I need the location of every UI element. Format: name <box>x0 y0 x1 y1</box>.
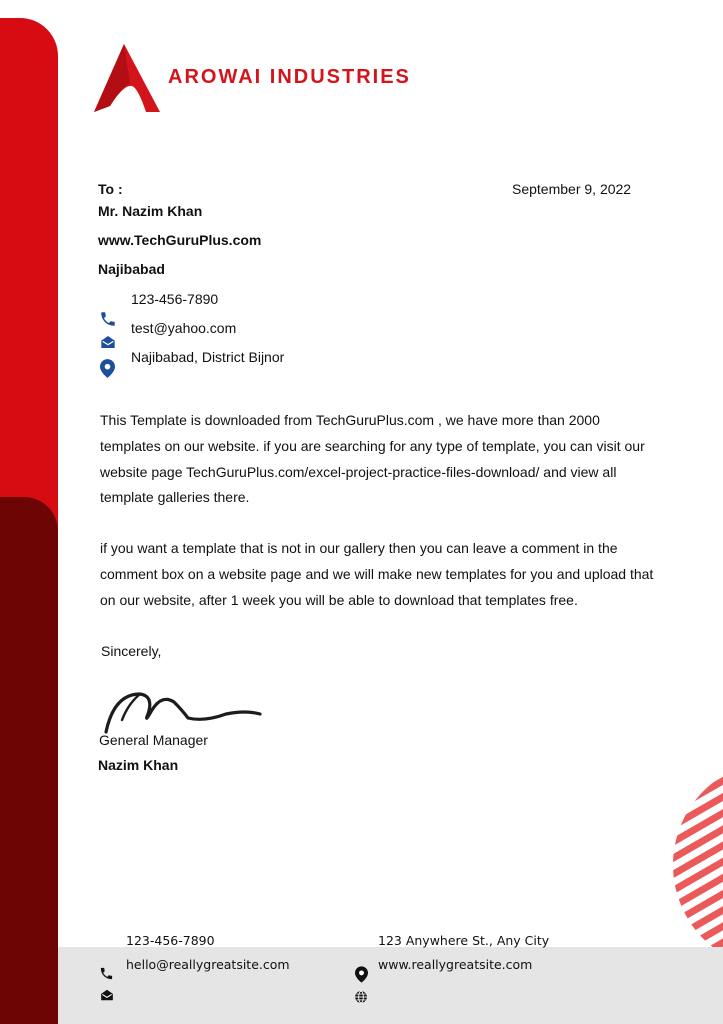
footer-location-pin-icon <box>355 966 368 983</box>
left-dark-red-bar <box>0 497 58 1024</box>
recipient-name: Mr. Nazim Khan <box>98 203 203 219</box>
signer-name: Nazim Khan <box>98 757 179 773</box>
recipient-city: Najibabad <box>98 261 165 277</box>
closing: Sincerely, <box>101 643 162 659</box>
arowai-logo-icon <box>94 44 162 114</box>
letter-date: September 9, 2022 <box>512 181 632 197</box>
footer-address: 123 Anywhere St., Any City <box>378 933 550 948</box>
contact-phone: 123-456-7890 <box>131 291 219 307</box>
striped-circle-decoration <box>668 760 723 970</box>
footer-globe-icon <box>354 990 368 1004</box>
signer-title: General Manager <box>99 732 208 748</box>
contact-email: test@yahoo.com <box>131 320 237 336</box>
to-label: To : <box>98 181 123 197</box>
footer-phone: 123-456-7890 <box>126 933 215 948</box>
location-pin-icon <box>100 359 115 378</box>
footer-envelope-icon <box>100 988 114 1002</box>
recipient-website: www.TechGuruPlus.com <box>98 232 262 248</box>
body-paragraph-1: This Template is downloaded from TechGuruPlus.com , we have more than 2000 templates on our website. if you are searching for any type of template, you can visit our website page TechGuruPlus.com/excel-project-practice-files-download/ and view all template galleries there. <box>100 412 645 506</box>
brand-name: AROWAI INDUSTRIES <box>168 66 411 88</box>
footer-website: www.reallygreatsite.com <box>378 957 533 972</box>
contact-address: Najibabad, District Bijnor <box>131 349 285 365</box>
phone-icon <box>99 310 117 328</box>
footer-phone-icon <box>99 966 114 981</box>
footer-email: hello@reallygreatsite.com <box>126 957 290 972</box>
body-paragraph-2: if you want a template that is not in our gallery then you can leave a comment in the comment box on a website page and we will make new templates for you and upload that on our website, after 1 week you will be able to download that templates free. <box>100 540 654 608</box>
envelope-open-icon <box>100 334 116 350</box>
